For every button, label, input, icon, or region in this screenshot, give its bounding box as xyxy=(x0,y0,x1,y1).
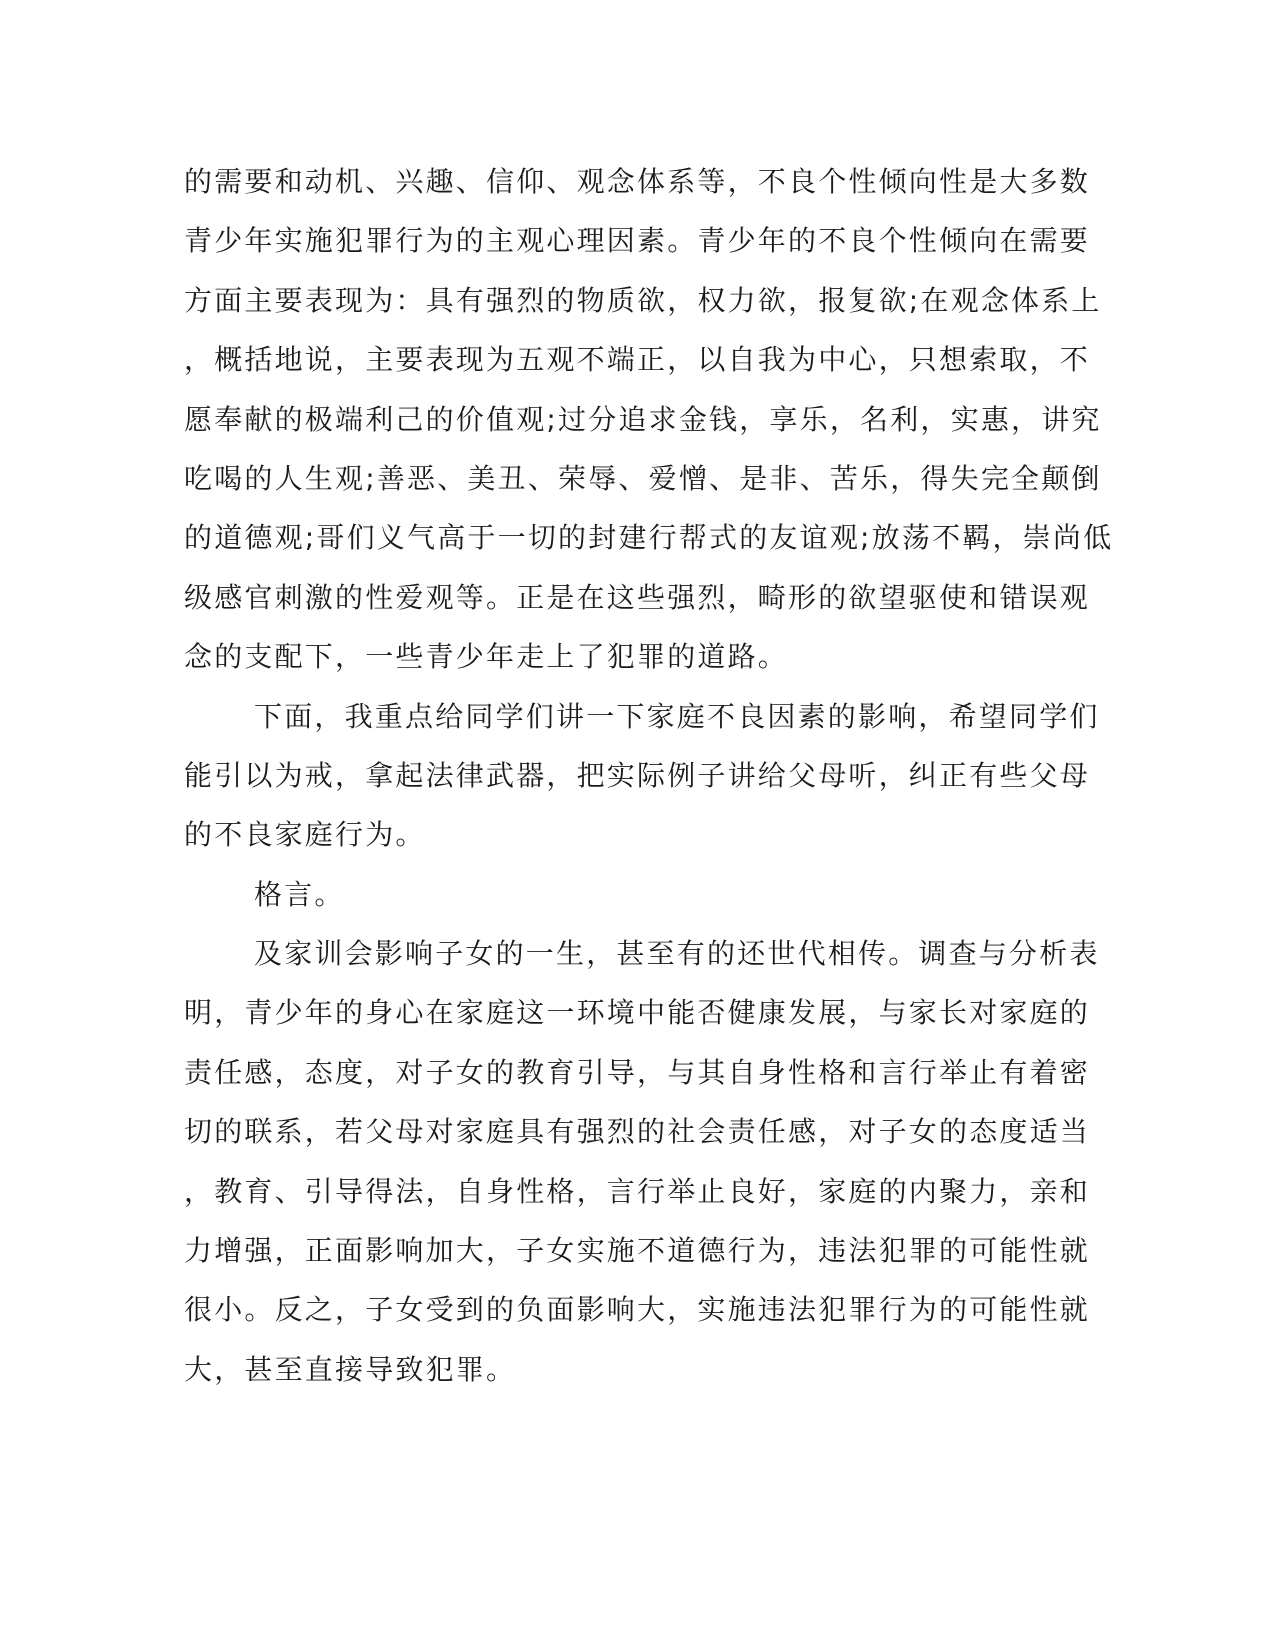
text-line: ，概括地说，主要表现为五观不端正，以自我为中心，只想索取，不 xyxy=(184,343,1091,377)
paragraph-first-line: 下面，我重点给同学们讲一下家庭不良因素的影响，希望同学们 xyxy=(254,699,1100,733)
text-line: 大，甚至直接导致犯罪。 xyxy=(184,1352,517,1386)
text-line: ，教育、引导得法，自身性格，言行举止良好，家庭的内聚力，亲和 xyxy=(184,1174,1091,1208)
text-line: 念的支配下，一些青少年走上了犯罪的道路。 xyxy=(184,640,789,674)
text-line: 的道德观;哥们义气高于一切的封建行帮式的友谊观;放荡不羁，崇尚低 xyxy=(184,521,1114,555)
text-line: 切的联系，若父母对家庭具有强烈的社会责任感，对子女的态度适当 xyxy=(184,1115,1091,1149)
text-line: 级感官刺激的性爱观等。正是在这些强烈，畸形的欲望驱使和错误观 xyxy=(184,580,1091,614)
body-text xyxy=(184,160,1114,1407)
text-line: 力增强，正面影响加大，子女实施不道德行为，违法犯罪的可能性就 xyxy=(184,1234,1091,1268)
text-line: 能引以为戒，拿起法律武器，把实际例子讲给父母听，纠正有些父母 xyxy=(184,758,1091,792)
text-line: 明，青少年的身心在家庭这一环境中能否健康发展，与家长对家庭的 xyxy=(184,996,1091,1030)
paragraph-first-line: 及家训会影响子女的一生，甚至有的还世代相传。调查与分析表 xyxy=(254,937,1100,971)
text-line: 愿奉献的极端利己的价值观;过分追求金钱，享乐，名利，实惠，讲究 xyxy=(184,402,1102,436)
text-line: 责任感，态度，对子女的教育引导，与其自身性格和言行举止有着密 xyxy=(184,1055,1091,1089)
text-line: 很小。反之，子女受到的负面影响大，实施违法犯罪行为的可能性就 xyxy=(184,1293,1091,1327)
text-line: 吃喝的人生观;善恶、美丑、荣辱、爱憎、是非、苦乐，得失完全颠倒 xyxy=(184,461,1102,495)
text-line: 青少年实施犯罪行为的主观心理因素。青少年的不良个性倾向在需要 xyxy=(184,224,1091,258)
paragraph-first-line: 格言。 xyxy=(254,877,345,911)
text-line: 的需要和动机、兴趣、信仰、观念体系等，不良个性倾向性是大多数 xyxy=(184,165,1091,198)
text-line: 方面主要表现为：具有强烈的物质欲，权力欲，报复欲;在观念体系上 xyxy=(184,283,1102,317)
text-line: 的不良家庭行为。 xyxy=(184,818,426,852)
